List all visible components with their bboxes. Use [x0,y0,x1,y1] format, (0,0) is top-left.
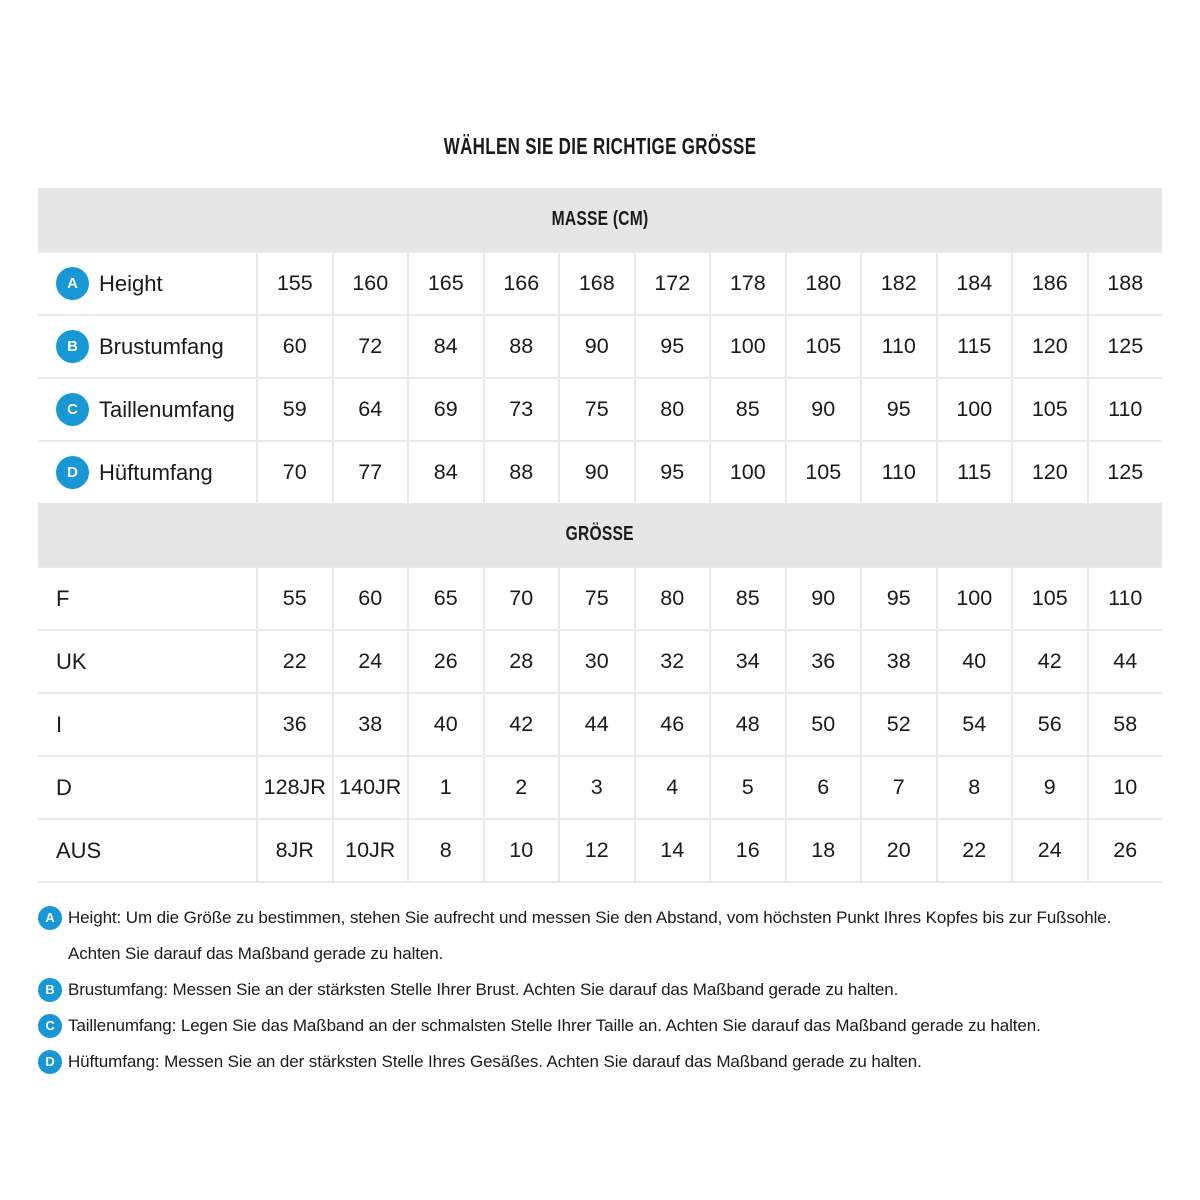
value-cell: 182 [860,253,936,314]
value-cell: 180 [785,253,861,314]
value-cell: 84 [407,316,483,377]
value-cell: 80 [634,568,710,629]
value-cell: 95 [634,316,710,377]
value-cell: 34 [709,631,785,692]
table-row-h-ftumfang [38,440,1162,503]
footnote-b [38,972,1172,1008]
value-cell: 100 [709,442,785,503]
value-cell: 54 [936,694,1012,755]
value-cell: 115 [936,442,1012,503]
value-cell: 22 [936,820,1012,881]
value-cell: 8 [936,757,1012,818]
value-cell: 10 [483,820,559,881]
value-cell: 125 [1087,316,1163,377]
value-cell: 60 [256,316,332,377]
row-label: Brustumfang [99,333,224,359]
value-cell: 7 [860,757,936,818]
value-cell: 110 [860,316,936,377]
value-cell: 110 [1087,379,1163,440]
section-header-label: GRÖSSE [565,523,635,545]
value-cell: 22 [256,631,332,692]
footnote-d [38,1044,1172,1080]
value-cell: 9 [1011,757,1087,818]
value-cell: 24 [332,631,408,692]
value-cell: 105 [785,316,861,377]
value-cell: 166 [483,253,559,314]
value-cell: 80 [634,379,710,440]
row-label: I [56,711,63,737]
value-cell: 168 [558,253,634,314]
value-cell: 110 [860,442,936,503]
value-cell: 90 [558,442,634,503]
value-cell: 28 [483,631,559,692]
value-cell: 140JR [332,757,408,818]
value-cell: 84 [407,442,483,503]
row-label-cell-d [38,757,256,818]
row-label: Hüftumfang [99,459,213,485]
footnote-marker-badge-c-icon: C [38,1014,62,1038]
value-cell: 5 [709,757,785,818]
value-cell: 14 [634,820,710,881]
value-cell: 32 [634,631,710,692]
value-cell: 42 [483,694,559,755]
footnote-line: Height: Um die Größe zu bestimmen, stehen Sie aufrecht und messen Sie den Abstand, vom höchsten Punkt Ihres Kopfes bis zur Fußsohle. [68,908,1112,927]
footnote-c [38,1008,1172,1044]
value-cell: 10JR [332,820,408,881]
value-cell: 77 [332,442,408,503]
row-label: UK [56,648,87,674]
value-cell: 95 [860,568,936,629]
table-row-aus [38,818,1162,881]
value-cell: 100 [709,316,785,377]
marker-badge-d-icon: D [56,456,89,489]
value-cell: 72 [332,316,408,377]
value-cell: 38 [860,631,936,692]
value-cell: 55 [256,568,332,629]
value-cell: 100 [936,379,1012,440]
value-cell: 26 [1087,820,1163,881]
value-cell: 4 [634,757,710,818]
value-cell: 12 [558,820,634,881]
section-header-band-masse-cm [38,188,1162,251]
value-cell: 125 [1087,442,1163,503]
value-cell: 70 [256,442,332,503]
value-cell: 1 [407,757,483,818]
table-row-brustumfang [38,314,1162,377]
value-cell: 85 [709,568,785,629]
value-cell: 16 [709,820,785,881]
value-cell: 48 [709,694,785,755]
row-label: Taillenumfang [99,396,235,422]
value-cell: 178 [709,253,785,314]
value-cell: 100 [936,568,1012,629]
value-cell: 73 [483,379,559,440]
footnote-a [38,900,1172,972]
table-row-i [38,692,1162,755]
row-label: F [56,585,70,611]
footnote-marker-badge-b-icon: B [38,978,62,1002]
value-cell: 160 [332,253,408,314]
value-cell: 75 [558,379,634,440]
row-label: Height [99,270,163,296]
title-row [0,0,1200,163]
row-label: D [56,774,72,800]
value-cell: 120 [1011,442,1087,503]
value-cell: 38 [332,694,408,755]
value-cell: 40 [936,631,1012,692]
value-cell: 64 [332,379,408,440]
value-cell: 184 [936,253,1012,314]
row-label-cell-i [38,694,256,755]
table-row-d [38,755,1162,818]
value-cell: 165 [407,253,483,314]
row-label-cell-brustumfang [38,316,256,377]
value-cell: 60 [332,568,408,629]
value-cell: 8 [407,820,483,881]
value-cell: 18 [785,820,861,881]
value-cell: 105 [1011,379,1087,440]
value-cell: 155 [256,253,332,314]
value-cell: 90 [785,568,861,629]
value-cell: 58 [1087,694,1163,755]
page-title: WÄHLEN SIE DIE RICHTIGE GRÖSSE [443,133,757,159]
value-cell: 75 [558,568,634,629]
value-cell: 50 [785,694,861,755]
footnote-line: Achten Sie darauf das Maßband gerade zu halten. [68,944,444,963]
value-cell: 90 [785,379,861,440]
value-cell: 10 [1087,757,1163,818]
value-cell: 188 [1087,253,1163,314]
value-cell: 26 [407,631,483,692]
value-cell: 70 [483,568,559,629]
value-cell: 44 [1087,631,1163,692]
row-label-cell-taillenumfang [38,379,256,440]
value-cell: 3 [558,757,634,818]
value-cell: 59 [256,379,332,440]
row-label-cell-height [38,253,256,314]
value-cell: 105 [785,442,861,503]
row-label: AUS [56,837,102,863]
value-cell: 105 [1011,568,1087,629]
value-cell: 46 [634,694,710,755]
footnote-line: Taillenumfang: Legen Sie das Maßband an der schmalsten Stelle Ihrer Taille an. Achten Sie darauf das Maßband gerade zu halten. [68,1016,1041,1035]
value-cell: 30 [558,631,634,692]
footnote-line: Brustumfang: Messen Sie an der stärksten Stelle Ihrer Brust. Achten Sie darauf das Maßband gerade zu halten. [68,980,899,999]
value-cell: 24 [1011,820,1087,881]
value-cell: 8JR [256,820,332,881]
value-cell: 120 [1011,316,1087,377]
value-cell: 44 [558,694,634,755]
footnote-marker-badge-d-icon: D [38,1050,62,1074]
footnote-line: Hüftumfang: Messen Sie an der stärksten Stelle Ihres Gesäßes. Achten Sie darauf das Maßband gerade zu halten. [68,1052,922,1071]
row-label-cell-h-ftumfang [38,442,256,503]
value-cell: 172 [634,253,710,314]
value-cell: 42 [1011,631,1087,692]
size-chart-table [38,188,1162,883]
marker-badge-c-icon: C [56,393,89,426]
table-row-taillenumfang [38,377,1162,440]
value-cell: 36 [785,631,861,692]
value-cell: 85 [709,379,785,440]
value-cell: 36 [256,694,332,755]
value-cell: 186 [1011,253,1087,314]
value-cell: 90 [558,316,634,377]
row-label-cell-aus [38,820,256,881]
footnote-marker-badge-a-icon: A [38,906,62,930]
value-cell: 2 [483,757,559,818]
value-cell: 88 [483,316,559,377]
table-row-f [38,566,1162,629]
value-cell: 20 [860,820,936,881]
row-label-cell-uk [38,631,256,692]
value-cell: 128JR [256,757,332,818]
section-header-label: MASSE (CM) [551,208,649,230]
table-row-uk [38,629,1162,692]
value-cell: 6 [785,757,861,818]
section-header-band-gr-sse [38,503,1162,566]
row-label-cell-f [38,568,256,629]
value-cell: 115 [936,316,1012,377]
value-cell: 69 [407,379,483,440]
value-cell: 65 [407,568,483,629]
value-cell: 52 [860,694,936,755]
value-cell: 40 [407,694,483,755]
table-row-height [38,251,1162,314]
value-cell: 56 [1011,694,1087,755]
measurement-footnotes [38,900,1172,1080]
value-cell: 95 [860,379,936,440]
value-cell: 95 [634,442,710,503]
value-cell: 88 [483,442,559,503]
value-cell: 110 [1087,568,1163,629]
marker-badge-a-icon: A [56,267,89,300]
marker-badge-b-icon: B [56,330,89,363]
